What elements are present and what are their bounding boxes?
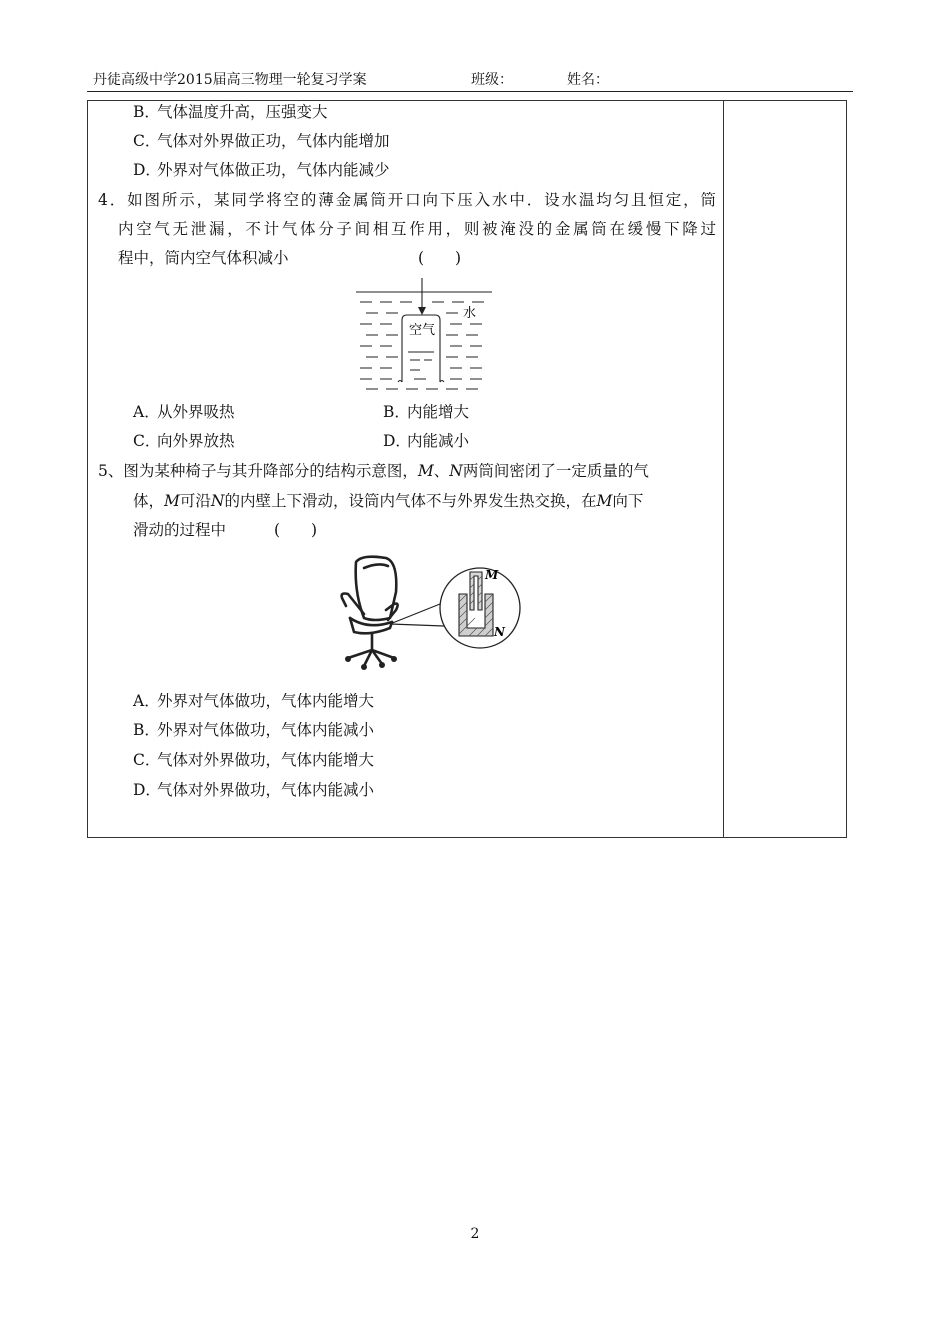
class-label: 班级：: [471, 72, 513, 88]
q4-stem-line-1: 4．如图所示，某同学将空的薄金属筒开口向下压入水中．设水温均匀且恒定，筒: [98, 191, 716, 209]
q5-stem-line-3: 滑动的过程中: [133, 521, 227, 539]
q5-stem-line-2: 体，M可沿N的内壁上下滑动，设筒内气体不与外界发生热交换，在M向下: [133, 492, 644, 510]
label-M: M: [485, 568, 499, 582]
q5-answer-blank: ( ): [274, 521, 318, 539]
chair-drawing: [342, 557, 398, 666]
q4-cylinder-figure: [352, 276, 497, 396]
page-number: 2: [470, 1226, 480, 1242]
q5-stem-line-1: 5、图为某种椅子与其升降部分的结构示意图，M、N两筒间密闭了一定质量的气: [98, 462, 649, 480]
q4-stem-line-2: 内空气无泄漏，不计气体分子间相互作用，则被淹没的金属筒在缓慢下降过: [118, 220, 716, 238]
q4-option-b: B．内能增大: [383, 403, 470, 421]
q3-option-c: C．气体对外界做正功，气体内能增加: [133, 132, 390, 150]
cylinder-lip: [398, 381, 444, 383]
chair-wheels: [345, 656, 397, 670]
q3-option-b: B．气体温度升高，压强变大: [133, 103, 328, 121]
air-label: 空气: [409, 323, 436, 338]
water-label: 水: [463, 306, 477, 321]
q5-option-c: C．气体对外界做功，气体内能增大: [133, 751, 375, 769]
q5-option-b: B．外界对气体做功，气体内能减小: [133, 721, 375, 739]
q4-stem-line-3: 程中，筒内空气体积减小: [118, 249, 289, 267]
name-label: 姓名：: [567, 72, 609, 88]
q4-answer-blank: ( ): [418, 249, 462, 267]
q5-option-d: D．气体对外界做功，气体内能减小: [133, 781, 375, 799]
q5-option-a: A．外界对气体做功，气体内能增大: [133, 692, 375, 710]
q4-option-a: A．从外界吸热: [133, 403, 235, 421]
label-N: N: [494, 625, 505, 639]
arrow-head: [418, 307, 426, 315]
school-title: 丹徒高级中学2015届高三物理一轮复习学案: [93, 72, 367, 88]
q5-chair-figure: [334, 552, 528, 672]
q3-option-d: D．外界对气体做正功，气体内能减少: [133, 161, 390, 179]
q4-option-d: D．内能减小: [383, 432, 470, 450]
q4-option-c: C．向外界放热: [133, 432, 235, 450]
